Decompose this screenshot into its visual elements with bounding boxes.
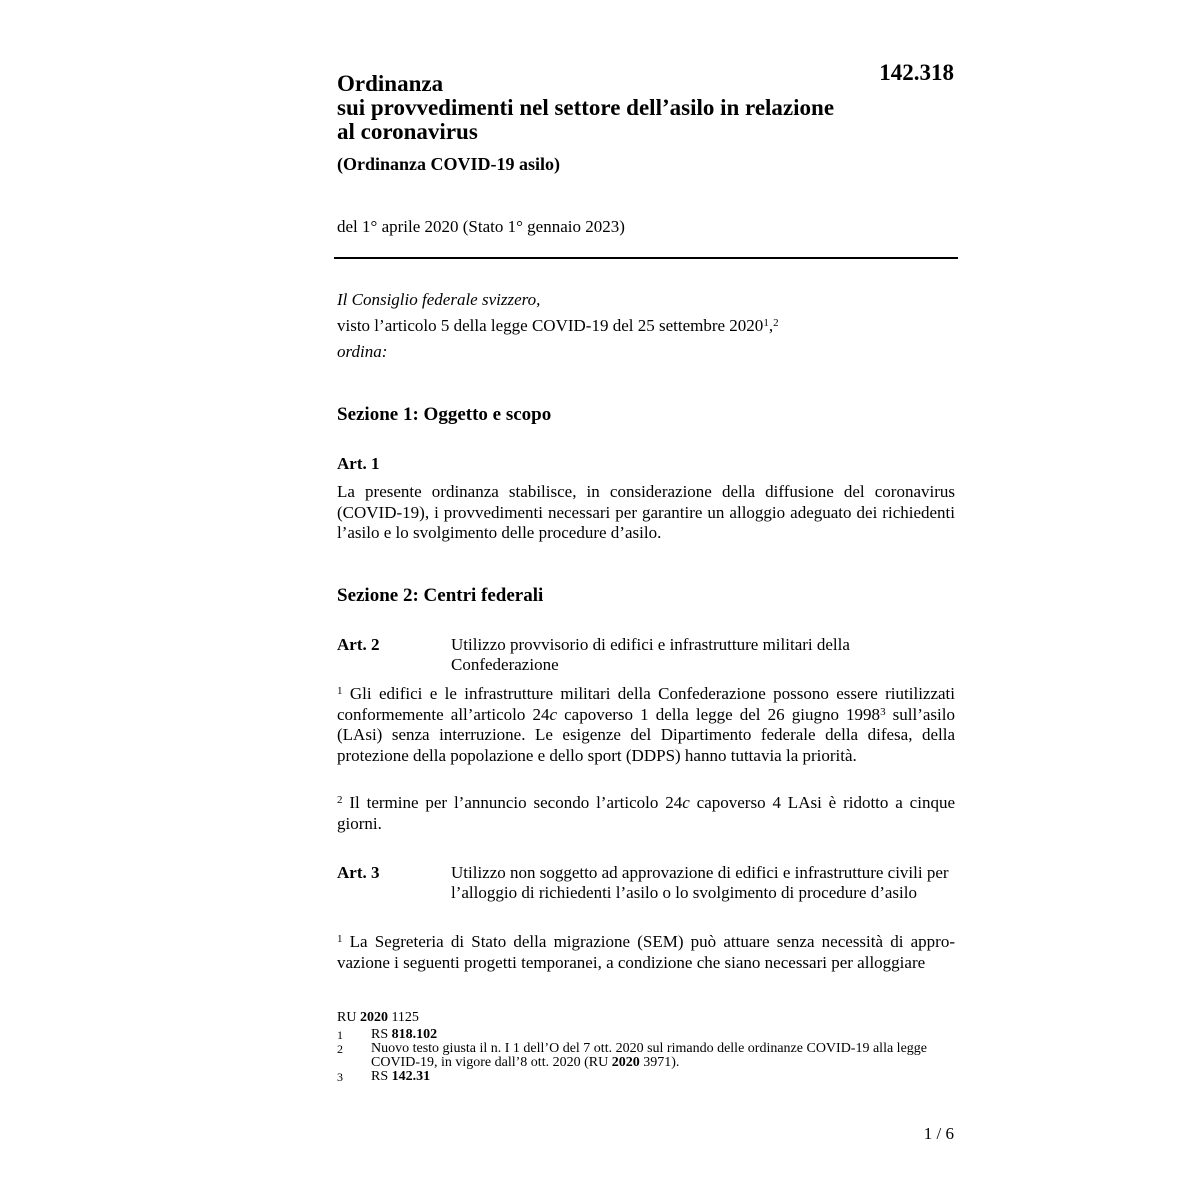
paragraph-text: Gli edifici e le infrastrutture militari della Confederazione possono essere riutilizzati conformemente all’articolo 24	[337, 684, 955, 724]
article-2-heading	[337, 635, 955, 675]
footnote-ref-2[interactable]: 2	[773, 317, 779, 329]
footnote-prefix: RS	[371, 1069, 392, 1084]
ru-reference	[337, 1011, 955, 1025]
footnote-text	[371, 1028, 955, 1042]
footnote-number: 2	[337, 1042, 343, 1056]
article-3-paragraph-1	[337, 932, 955, 973]
footnote-prefix: Nuovo testo giusta il n. I 1 dell’O del 7 ott. 2020 sul rimando delle ordinanze COVID-19 alla legge COVID-19, in vigore dall’8 ott. 2020 (RU	[371, 1041, 927, 1070]
footnote-bold: 2020	[611, 1055, 640, 1070]
section-heading-2: Sezione 2: Centri federali	[337, 585, 544, 606]
article-2-paragraph-1	[337, 684, 955, 766]
paragraph-text-italic: c	[682, 793, 690, 812]
short-title: (Ordinanza COVID-19 asilo)	[337, 154, 561, 174]
footnote-3	[337, 1070, 955, 1084]
document-number: 142.318	[879, 60, 954, 85]
paragraph-text: capoverso 1 della legge del 26 giugno 1998	[557, 704, 881, 724]
paragraph-text: capoverso 4 LAsi è ridotto a cinque giorni.	[337, 793, 955, 833]
footnote-number: 1	[337, 1028, 343, 1042]
title-line: sui provvedimenti nel settore dell’asilo in relazione	[337, 95, 835, 120]
article-number: Art. 3	[337, 863, 380, 882]
article-1-text: La presente ordinanza stabilisce, in considerazione della diffusione del coronavirus (COVID-19), i provvedimenti necessari per garantire un alloggio adeguato dei richiedenti l’asilo e lo svolgimento delle procedure d’asilo.	[337, 482, 955, 542]
paragraph-text-italic: c	[549, 704, 557, 724]
article-title: Utilizzo provvisorio di edifici e infrastrutture militari della Confederazione	[451, 635, 850, 674]
footnote-2	[337, 1042, 955, 1070]
footnotes	[337, 1011, 955, 1084]
footnote-bold: 818.102	[391, 1027, 438, 1042]
footnote-suffix: 3971).	[639, 1055, 680, 1070]
paragraph-number: 1	[337, 685, 343, 697]
ru-prefix: RU	[337, 1010, 360, 1025]
preamble-authority: Il Consiglio federale svizzero,	[337, 290, 541, 309]
footnote-bold: 142.31	[391, 1069, 431, 1084]
footnote-separator: ,	[768, 316, 774, 335]
preamble-basis-text: visto l’articolo 5 della legge COVID-19 del 25 settembre 2020	[337, 316, 764, 335]
article-number: Art. 2	[337, 635, 380, 654]
document-date: del 1° aprile 2020 (Stato 1° gennaio 2023)	[337, 217, 625, 236]
paragraph-text: sull’asilo (LAsi) senza interruzione. Le esigenze del Dipartimento federale della difesa, della protezione della popolazione e dello sport (DDPS) hanno tuttavia la priorità.	[337, 704, 955, 765]
footnote-ref-1[interactable]: 1	[763, 317, 769, 329]
footnote-1	[337, 1028, 955, 1042]
article-3-heading	[337, 863, 955, 903]
footnote-ref-3[interactable]: 3	[880, 705, 886, 718]
preamble-orders: ordina:	[337, 342, 388, 361]
footnote-text	[371, 1070, 955, 1084]
ru-page: 1125	[387, 1010, 419, 1025]
footnote-number: 3	[337, 1070, 343, 1084]
preamble	[337, 287, 955, 365]
paragraph-text: La Segreteria di Stato della migrazione (SEM) può attuare senza necessità di approvazione i seguenti progetti temporanei, a condizione che siano necessari per alloggiare	[337, 932, 955, 972]
title-line: Ordinanza	[337, 71, 444, 96]
article-number: Art. 1	[337, 454, 380, 473]
paragraph-number: 2	[337, 794, 343, 806]
title-line: al coronavirus	[337, 119, 478, 144]
page-number: 1 / 6	[923, 1124, 954, 1143]
section-heading-1: Sezione 1: Oggetto e scopo	[337, 404, 552, 425]
footnote-prefix: RS	[371, 1027, 392, 1042]
article-1-heading	[337, 454, 955, 474]
footnote-text	[371, 1042, 955, 1070]
header-divider	[334, 257, 958, 259]
article-title: Utilizzo non soggetto ad approvazione di edifici e infrastrutture civili per l’alloggio di richiedenti l’asilo o lo svolgimento di procedure d’asilo	[451, 863, 949, 902]
paragraph-number: 1	[337, 933, 343, 945]
article-2-paragraph-2	[337, 793, 955, 834]
document-title	[337, 72, 955, 144]
preamble-basis	[337, 313, 955, 339]
paragraph-text: Il termine per l’annuncio secondo l’articolo 24	[342, 793, 683, 812]
ru-year: 2020	[359, 1010, 388, 1025]
